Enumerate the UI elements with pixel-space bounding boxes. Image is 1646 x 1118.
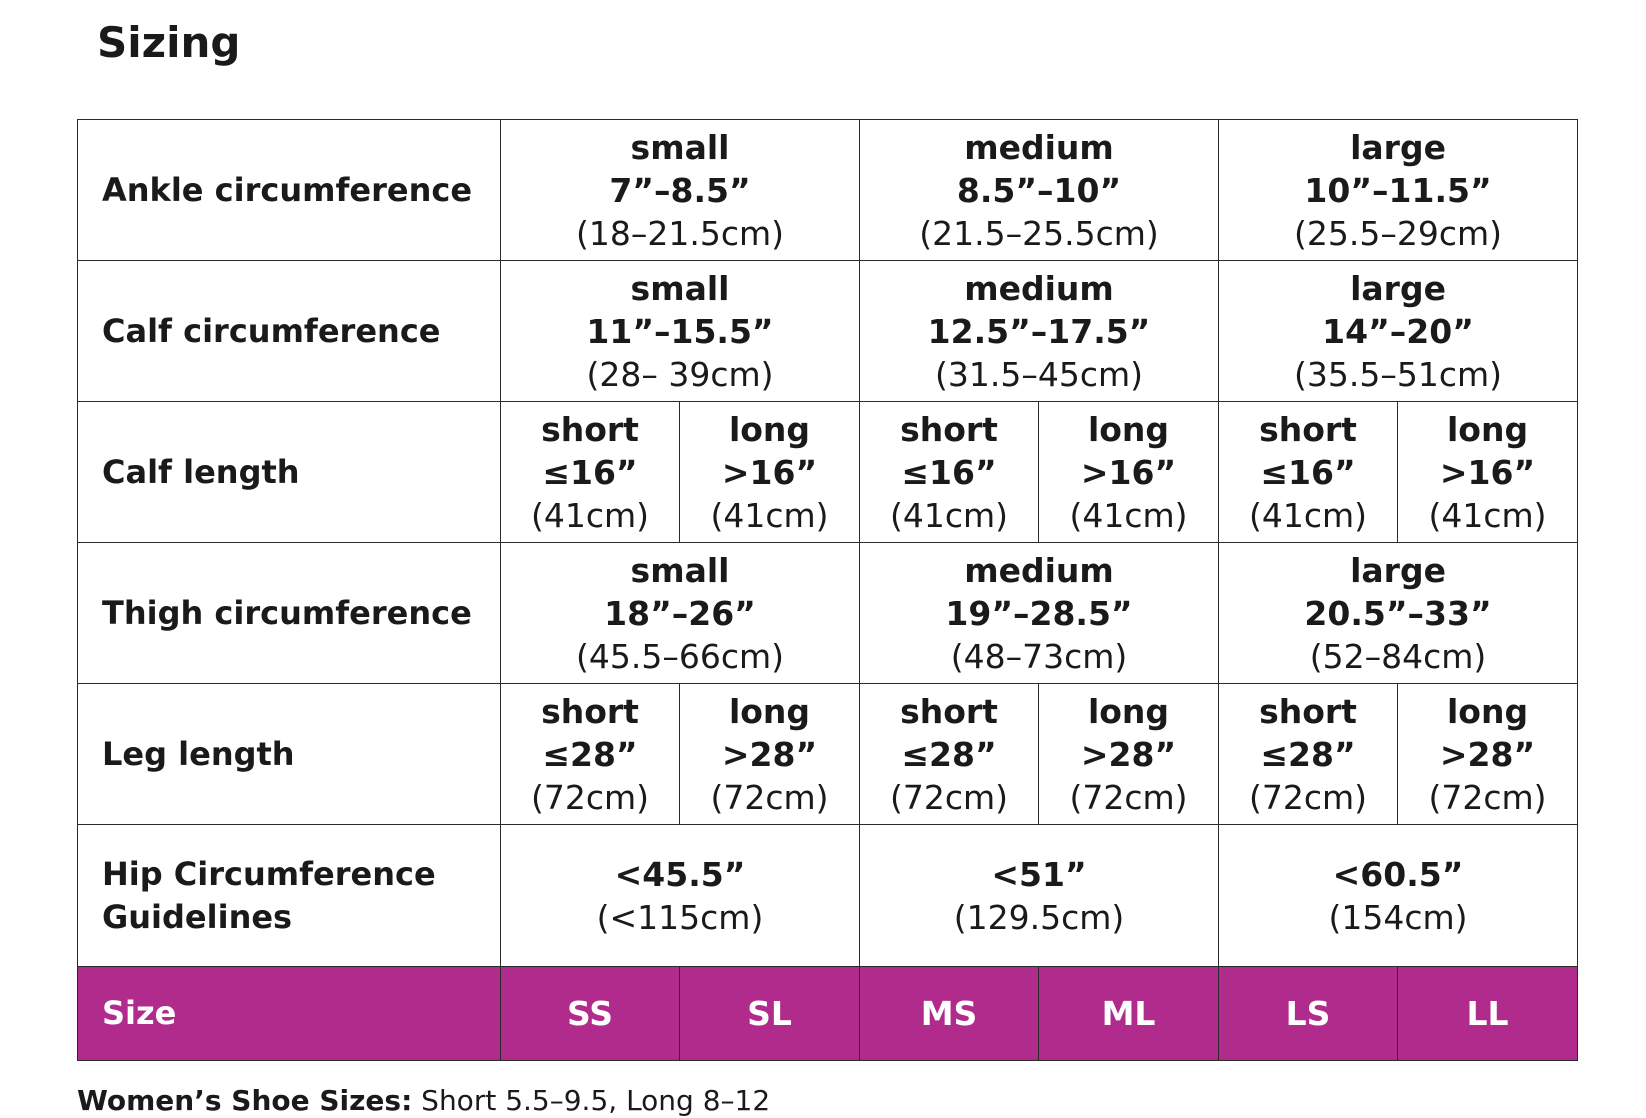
cm-range: (25.5–29cm) bbox=[1294, 213, 1503, 253]
cell-calf-circ-large bbox=[1219, 261, 1578, 402]
inches-value: ≤28” bbox=[901, 734, 997, 774]
table-row-thigh-circumference bbox=[78, 543, 1578, 684]
cell-hip-large bbox=[1219, 825, 1578, 967]
row-label-ankle: Ankle circumference bbox=[78, 120, 501, 261]
cm-value: (72cm) bbox=[530, 777, 650, 817]
cell-leg-len-ms bbox=[860, 684, 1039, 825]
cell-calf-len-ss bbox=[501, 402, 680, 543]
size-name: small bbox=[630, 550, 730, 590]
inches-value: >16” bbox=[1439, 452, 1536, 492]
cell-leg-len-ml bbox=[1039, 684, 1219, 825]
size-name: small bbox=[630, 127, 730, 167]
inches-value: ≤28” bbox=[1260, 734, 1356, 774]
table-row-size bbox=[78, 967, 1578, 1061]
size-name: large bbox=[1350, 550, 1446, 590]
cell-thigh-small bbox=[501, 543, 860, 684]
inches-value: >28” bbox=[1080, 734, 1177, 774]
cell-hip-medium bbox=[860, 825, 1219, 967]
inches-value: <60.5” bbox=[1332, 854, 1464, 894]
row-label-thigh-circumference: Thigh circumference bbox=[78, 543, 501, 684]
inches-range: 8.5”–10” bbox=[956, 170, 1122, 210]
table-row-calf-length bbox=[78, 402, 1578, 543]
row-label-size: Size bbox=[78, 967, 501, 1061]
cm-value: (41cm) bbox=[530, 495, 650, 535]
inches-range: 10”–11.5” bbox=[1304, 170, 1492, 210]
cell-ankle-large bbox=[1219, 120, 1578, 261]
cm-value: (154cm) bbox=[1328, 897, 1468, 937]
length-name: short bbox=[541, 691, 639, 731]
inches-value: >16” bbox=[721, 452, 818, 492]
inches-value: >28” bbox=[1439, 734, 1536, 774]
size-name: medium bbox=[964, 127, 1114, 167]
cell-ankle-medium bbox=[860, 120, 1219, 261]
inches-value: ≤28” bbox=[542, 734, 638, 774]
length-name: short bbox=[1259, 691, 1357, 731]
cell-calf-len-ll bbox=[1398, 402, 1578, 543]
inches-range: 12.5”–17.5” bbox=[927, 311, 1151, 351]
inches-value: ≤16” bbox=[901, 452, 997, 492]
inches-range: 20.5”–33” bbox=[1304, 593, 1492, 633]
size-name: small bbox=[630, 268, 730, 308]
inches-range: 18”–26” bbox=[604, 593, 756, 633]
length-name: long bbox=[1087, 409, 1170, 449]
cm-value: (72cm) bbox=[1249, 777, 1368, 817]
cm-value: (<115cm) bbox=[596, 897, 764, 937]
cell-thigh-large bbox=[1219, 543, 1578, 684]
length-name: long bbox=[1446, 409, 1529, 449]
footnote-label: Women’s Shoe Sizes: bbox=[77, 1084, 413, 1117]
cm-range: (48–73cm) bbox=[950, 636, 1128, 676]
cell-leg-len-sl bbox=[680, 684, 860, 825]
size-name: medium bbox=[964, 550, 1114, 590]
cm-value: (41cm) bbox=[710, 495, 829, 535]
row-label-line: Guidelines bbox=[102, 897, 293, 936]
inches-value: ≤16” bbox=[542, 452, 638, 492]
table-row-calf-circumference bbox=[78, 261, 1578, 402]
length-name: long bbox=[1446, 691, 1529, 731]
length-name: long bbox=[728, 691, 811, 731]
cm-range: (45.5–66cm) bbox=[576, 636, 785, 676]
inches-value: >16” bbox=[1080, 452, 1177, 492]
size-code-ms: MS bbox=[860, 967, 1039, 1061]
size-code-ss: SS bbox=[501, 967, 680, 1061]
table-row-leg-length bbox=[78, 684, 1578, 825]
size-code-sl: SL bbox=[680, 967, 860, 1061]
inches-range: 14”–20” bbox=[1322, 311, 1474, 351]
inches-value: ≤16” bbox=[1260, 452, 1356, 492]
size-code-ml: ML bbox=[1039, 967, 1219, 1061]
cm-range: (35.5–51cm) bbox=[1294, 354, 1503, 394]
size-name: large bbox=[1350, 268, 1446, 308]
cm-range: (21.5–25.5cm) bbox=[919, 213, 1159, 253]
cm-value: (41cm) bbox=[1069, 495, 1188, 535]
size-name: large bbox=[1350, 127, 1446, 167]
length-name: long bbox=[1087, 691, 1170, 731]
length-name: long bbox=[728, 409, 811, 449]
row-label-hip-circumference bbox=[78, 825, 501, 967]
length-name: short bbox=[1259, 409, 1357, 449]
cm-range: (18–21.5cm) bbox=[576, 213, 785, 253]
cell-hip-small bbox=[501, 825, 860, 967]
cm-value: (41cm) bbox=[1428, 495, 1547, 535]
cell-leg-len-ll bbox=[1398, 684, 1578, 825]
cm-range: (52–84cm) bbox=[1309, 636, 1487, 676]
size-code-ll: LL bbox=[1398, 967, 1578, 1061]
cm-value: (41cm) bbox=[890, 495, 1009, 535]
inches-value: <51” bbox=[991, 854, 1087, 894]
table-row-hip-circumference bbox=[78, 825, 1578, 967]
cell-calf-len-ml bbox=[1039, 402, 1219, 543]
inches-range: 7”–8.5” bbox=[609, 170, 751, 210]
row-label-leg-length: Leg length bbox=[78, 684, 501, 825]
length-name: short bbox=[541, 409, 639, 449]
inches-value: >28” bbox=[721, 734, 818, 774]
size-name: medium bbox=[964, 268, 1114, 308]
inches-range: 19”–28.5” bbox=[945, 593, 1133, 633]
size-code-ls: LS bbox=[1219, 967, 1398, 1061]
cm-value: (41cm) bbox=[1249, 495, 1368, 535]
cell-calf-len-ls bbox=[1219, 402, 1398, 543]
inches-range: 11”–15.5” bbox=[586, 311, 774, 351]
cm-value: (72cm) bbox=[710, 777, 829, 817]
inches-value: <45.5” bbox=[614, 854, 746, 894]
row-label-line: Hip Circumference bbox=[102, 854, 436, 893]
cell-leg-len-ss bbox=[501, 684, 680, 825]
cell-ankle-small bbox=[501, 120, 860, 261]
table-row-ankle bbox=[78, 120, 1578, 261]
cell-thigh-medium bbox=[860, 543, 1219, 684]
cell-calf-circ-small bbox=[501, 261, 860, 402]
cm-range: (31.5–45cm) bbox=[935, 354, 1144, 394]
shoe-size-footnote bbox=[77, 1084, 770, 1117]
cell-calf-len-sl bbox=[680, 402, 860, 543]
cell-calf-len-ms bbox=[860, 402, 1039, 543]
row-label-calf-circumference: Calf circumference bbox=[78, 261, 501, 402]
footnote-text: Short 5.5–9.5, Long 8–12 bbox=[412, 1084, 771, 1117]
cell-leg-len-ls bbox=[1219, 684, 1398, 825]
length-name: short bbox=[900, 409, 998, 449]
length-name: short bbox=[900, 691, 998, 731]
cell-calf-circ-medium bbox=[860, 261, 1219, 402]
cm-value: (72cm) bbox=[1428, 777, 1547, 817]
row-label-calf-length: Calf length bbox=[78, 402, 501, 543]
cm-range: (28– 39cm) bbox=[586, 354, 774, 394]
sizing-table bbox=[77, 119, 1578, 1061]
cm-value: (72cm) bbox=[890, 777, 1009, 817]
cm-value: (129.5cm) bbox=[953, 897, 1125, 937]
cm-value: (72cm) bbox=[1069, 777, 1188, 817]
page-title: Sizing bbox=[97, 18, 241, 67]
